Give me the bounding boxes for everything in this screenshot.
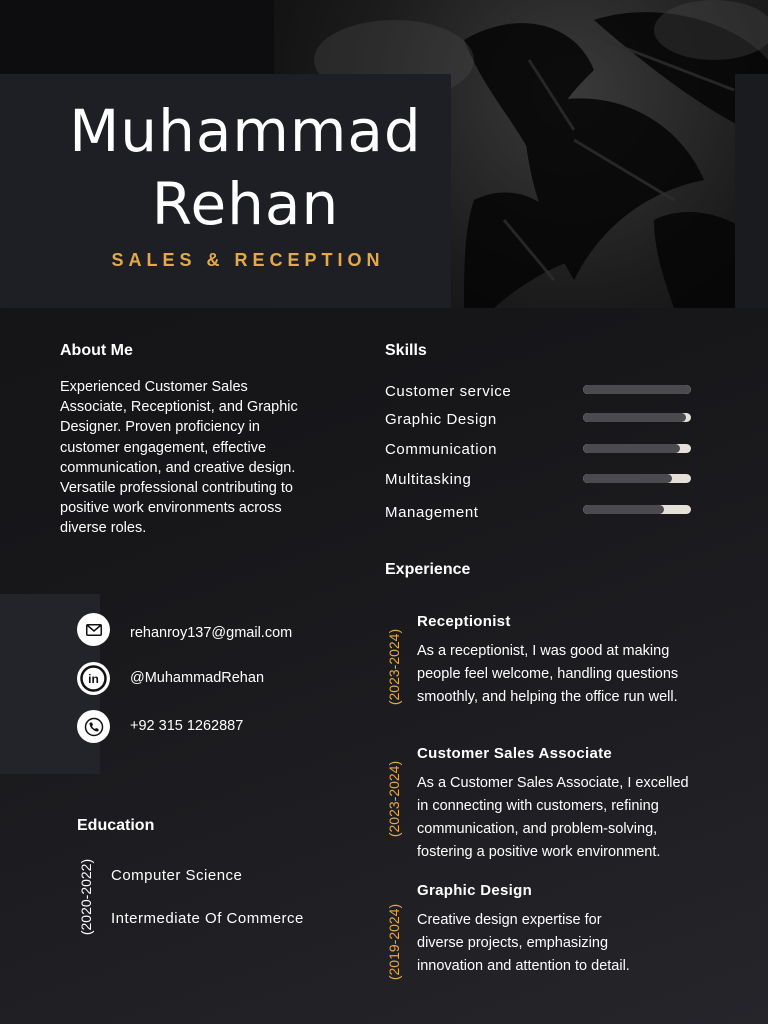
experience-line: As a Customer Sales Associate, I excelled	[417, 775, 689, 791]
skill-bar	[583, 474, 691, 483]
experience-title: Customer Sales Associate	[417, 745, 613, 762]
experience-line: innovation and attention to detail.	[417, 958, 630, 974]
education-item: Computer Science	[111, 867, 243, 884]
about-line: positive work environments across	[60, 500, 282, 517]
skill-bar	[583, 444, 691, 453]
education-period: (2020-2022)	[78, 858, 94, 936]
about-heading: About Me	[60, 342, 133, 359]
about-line: Associate, Receptionist, and Graphic	[60, 399, 298, 416]
about-text	[60, 377, 298, 539]
about-line: Designer. Proven proficiency in	[60, 419, 260, 436]
about-line: Versatile professional contributing to	[60, 480, 293, 497]
skill-bar	[583, 385, 691, 394]
linkedin-icon[interactable]	[77, 662, 110, 695]
experience-title: Receptionist	[417, 613, 511, 630]
experience-period: (2023-2024)	[386, 628, 402, 706]
experience-title: Graphic Design	[417, 882, 533, 899]
skill-bar	[583, 413, 691, 422]
job-role: SALES & RECEPTION	[111, 250, 385, 270]
decorative-block	[735, 74, 768, 308]
mail-icon[interactable]	[77, 613, 110, 646]
phone-number[interactable]: +92 315 1262887	[130, 718, 244, 734]
skill-bar-fill	[583, 413, 686, 422]
education-heading: Education	[77, 817, 155, 834]
experience-period: (2019-2024)	[386, 903, 402, 981]
experience-line: Creative design expertise for	[417, 912, 602, 928]
skill-label: Customer service	[385, 383, 512, 400]
experience-description	[417, 772, 737, 864]
experience-description	[417, 909, 737, 978]
skills-heading: Skills	[385, 342, 427, 359]
skill-bar-fill	[583, 505, 664, 514]
experience-line: fostering a positive work environment.	[417, 844, 661, 860]
last-name: Rehan	[151, 170, 340, 238]
experience-period: (2023-2024)	[386, 760, 402, 838]
skill-label: Graphic Design	[385, 411, 497, 428]
skill-label: Management	[385, 504, 479, 521]
experience-line: in connecting with customers, refining	[417, 798, 659, 814]
experience-line: people feel welcome, handling questions	[417, 666, 679, 682]
about-line: diverse roles.	[60, 520, 147, 537]
education-item: Intermediate Of Commerce	[111, 910, 304, 927]
skill-label: Multitasking	[385, 471, 472, 488]
experience-heading: Experience	[385, 561, 471, 578]
phone-icon[interactable]	[77, 710, 110, 743]
skill-label: Communication	[385, 441, 498, 458]
experience-line: As a receptionist, I was good at making	[417, 643, 670, 659]
skill-bar-fill	[583, 444, 680, 453]
skill-bar	[583, 505, 691, 514]
skill-bar-fill	[583, 385, 691, 394]
about-line: communication, and creative design.	[60, 459, 296, 476]
svg-text:in: in	[88, 672, 99, 686]
email-link[interactable]: rehanroy137@gmail.com	[130, 625, 293, 641]
experience-line: communication, and problem-solving,	[417, 821, 658, 837]
about-line: Experienced Customer Sales	[60, 379, 248, 395]
first-name: Muhammad	[69, 97, 422, 165]
experience-line: diverse projects, emphasizing	[417, 935, 609, 951]
linkedin-link[interactable]: @MuhammadRehan	[130, 670, 265, 686]
experience-description	[417, 640, 737, 709]
skill-bar-fill	[583, 474, 672, 483]
experience-line: smoothly, and helping the office run well.	[417, 689, 678, 705]
about-line: customer engagement, effective	[60, 439, 267, 456]
